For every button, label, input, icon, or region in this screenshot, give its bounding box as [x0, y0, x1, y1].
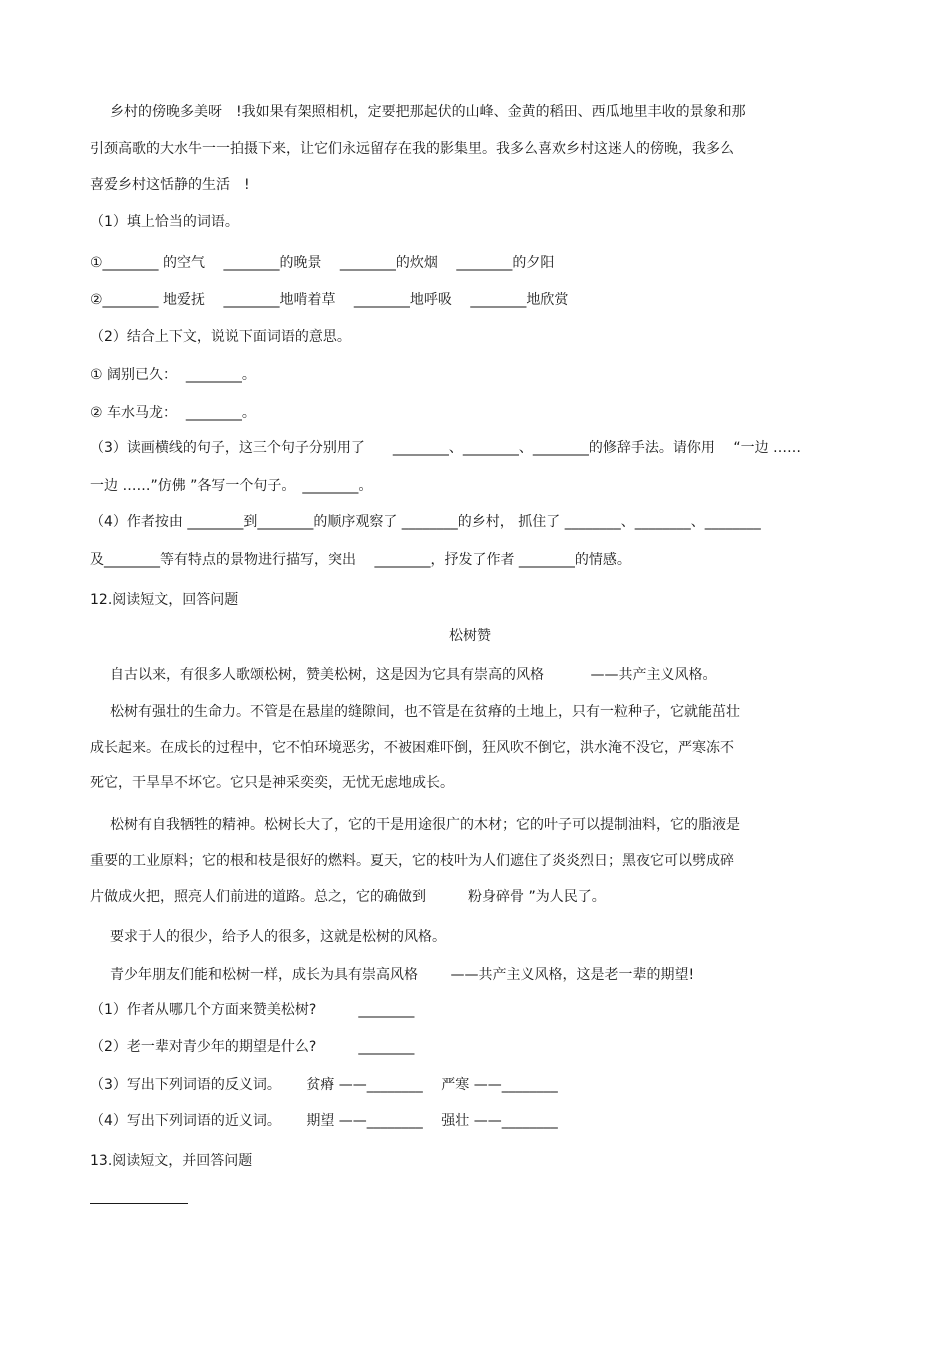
passage-paragraph-line: 喜爱乡村这恬静的生活 !: [90, 177, 250, 193]
comprehension-question: （3）写出下列词语的反义词。 贫瘠 ——________ 严寒 ——________: [90, 1077, 558, 1093]
article-paragraph-line: 松树有自我牺牲的精神。松树长大了，它的干是用途很广的木材；它的叶子可以提制油料，它的脂液是: [110, 817, 740, 833]
fill-blank-row-1: ①________ 的空气 ________的晚景 ________的炊烟 ________的夕阳: [90, 255, 555, 271]
meaning-item-2: ② 车水马龙： ________。: [90, 405, 256, 421]
article-paragraph-line: 成长起来。在成长的过程中，它不怕环境恶劣，不被困难吓倒，狂风吹不倒它，洪水淹不没它，严寒冻不: [90, 740, 734, 756]
article-paragraph-line: 松树有强壮的生命力。不管是在悬崖的缝隙间，也不管是在贫瘠的土地上，只有一粒种子，它就能茁壮: [110, 704, 740, 720]
article-paragraph-line: 片做成火把，照亮人们前进的道路。总之，它的确做到 粉身碎骨 ”为人民了。: [90, 889, 606, 905]
sub-question-3-line: 一边 ……”仿佛 ”各写一个句子。 ________。: [90, 478, 373, 494]
meaning-item-1: ① 阔别已久： ________。: [90, 367, 256, 383]
passage-paragraph-line: 乡村的傍晚多美呀 !我如果有架照相机，定要把那起伏的山峰、金黄的稻田、西瓜地里丰收的景象和那: [110, 104, 746, 120]
article-paragraph-line: 自古以来，有很多人歌颂松树，赞美松树，这是因为它具有崇高的风格 ——共产主义风格。: [110, 667, 717, 683]
passage-paragraph-line: 引颈高歌的大水牛一一拍摄下来，让它们永远留存在我的影集里。我多么喜欢乡村这迷人的傍晚，我多么: [90, 141, 734, 157]
sub-question-1-title: （1）填上恰当的词语。: [90, 214, 239, 230]
sub-question-2-title: （2）结合上下文，说说下面词语的意思。: [90, 329, 351, 345]
fill-blank-row-2: ②________ 地爱抚 ________地啃着草 ________地呼吸 ________地欣赏: [90, 292, 569, 308]
article-paragraph-line: 要求于人的很少，给予人的很多，这就是松树的风格。: [110, 929, 446, 945]
comprehension-question: （1）作者从哪几个方面来赞美松树? ________: [90, 1002, 415, 1018]
article-paragraph-line: 死它，干旱旱不坏它。它只是神采奕奕，无忧无虑地成长。: [90, 775, 454, 791]
sub-question-3-line: （3）读画横线的句子，这三个句子分别用了 ________、________、________的修辞手法。请你用 “一边 ……: [90, 440, 802, 456]
comprehension-question: （4）写出下列词语的近义词。 期望 ——________ 强壮 ——________: [90, 1113, 558, 1129]
article-paragraph-line: 重要的工业原料；它的根和枝是很好的燃料。夏天，它的枝叶为人们遮住了炎炎烈日；黑夜它可以劈成碎: [90, 853, 734, 869]
question-heading: 13.阅读短文，并回答问题: [90, 1153, 253, 1169]
question-heading: 12.阅读短文，回答问题: [90, 592, 239, 608]
footnote-divider: [90, 1203, 188, 1204]
article-paragraph-line: 青少年朋友们能和松树一样，成长为具有崇高风格 ——共产主义风格，这是老一辈的期望!: [110, 967, 695, 983]
sub-question-4-line: （4）作者按由 ________到________的顺序观察了 ________的乡村， 抓住了 ________、________、________: [90, 514, 761, 530]
article-title: 松树赞: [449, 628, 491, 644]
sub-question-4-line: 及________等有特点的景物进行描写，突出 ________，抒发了作者 ________的情感。: [90, 552, 631, 568]
comprehension-question: （2）老一辈对青少年的期望是什么? ________: [90, 1039, 415, 1055]
